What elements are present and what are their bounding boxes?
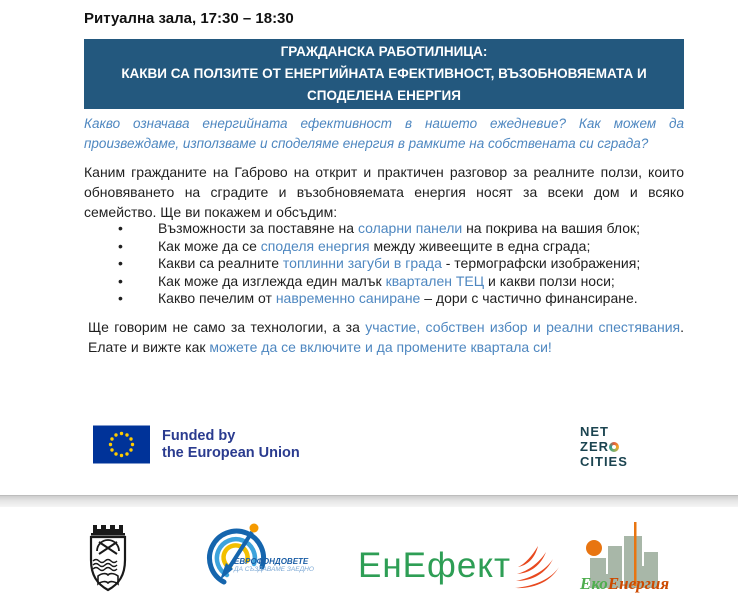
banner-line-2: КАКВИ СА ПОЛЗИТЕ ОТ ЕНЕРГИЙНАТА ЕФЕКТИВНОСТ, ВЪЗОБНОВЯЕМАТА И СПОДЕЛЕНА ЕНЕРГИЯ (121, 66, 647, 103)
list-item (118, 290, 678, 308)
banner-line-1: ГРАЖДАНСКА РАБОТИЛНИЦА: (280, 44, 488, 59)
nzc-line-1: NET (580, 424, 609, 439)
bullet-text: Възможности за поставяне на соларни панели на покрива на вашия блок; (158, 220, 641, 236)
bullet-icon (118, 220, 158, 238)
eu-funded-logo (93, 425, 300, 464)
eu-flag-icon (93, 425, 150, 464)
intro-question: Какво означава енергийната ефективност в нашето ежедневие? Как можем да произвеждаме, използваме и споделяме енергия в рамките на собствената си сграда? (84, 116, 684, 151)
eurofunds-label (234, 557, 314, 574)
bullet-icon (118, 238, 158, 256)
bullet-text: Какви са реалните топлинни загуби в града - термографски изображения; (158, 255, 641, 272)
ecoenergia-logo (578, 522, 684, 598)
bullet-icon (118, 273, 158, 291)
eu-funded-line-2: the European Union (162, 444, 300, 461)
list-item (118, 220, 678, 238)
gabrovo-coat-of-arms-icon (85, 524, 131, 597)
eneffect-fan-icon (511, 543, 559, 589)
bullet-text: Какво печелим от навременно саниране – дори с частично финансиране. (158, 290, 638, 307)
eu-funded-label (162, 428, 300, 462)
title-banner (84, 39, 684, 109)
lead-paragraph: Каним гражданите на Габрово на открит и практичен разговор за реалните ползи, които обновяването на сградите и възобновяемата енергия носят за всеки дом и всяко семейство. Ще ви покажем и обсъдим: (84, 164, 684, 220)
ecoenergia-eko-text: Еко (580, 574, 608, 593)
list-item (118, 255, 678, 273)
bullet-text: Как може да изглежда един малък квартален ТЕЦ и какви ползи носи; (158, 272, 615, 289)
topics-list (118, 220, 678, 308)
session-header: Ритуална зала, 17:30 – 18:30 (84, 10, 294, 27)
eu-funded-line-1: Funded by (162, 427, 236, 444)
eurofunds-logo (196, 520, 314, 590)
eurofunds-line-2: ДА СЪЗДАВАМЕ ЗАЕДНО (234, 566, 314, 573)
bullet-icon (118, 255, 158, 273)
page-break-divider (0, 495, 738, 507)
ecoenergia-energia-text: Енергия (607, 574, 670, 593)
eneffect-wordmark: ЕнЕфект (358, 546, 512, 585)
ecoenergia-wordmark (580, 574, 669, 594)
nzc-line-3: CITIES (580, 454, 628, 469)
closing-paragraph: Ще говорим не само за технологии, а за участие, собствен избор и реални спестявания. Елате и вижте как можете да се включите и да промените квартала си! (88, 319, 685, 355)
bullet-icon (118, 290, 158, 308)
nzc-ring-icon (609, 442, 619, 452)
eurofunds-logo-icon (196, 520, 300, 590)
list-item (118, 273, 678, 291)
netzerocities-logo (580, 424, 628, 469)
eurofunds-line-1: ЕВРОФОНДОВЕТЕ (234, 557, 309, 566)
list-item (118, 238, 678, 256)
bullet-text: Как може да се споделя енергия между живеещите в една сграда; (158, 237, 591, 254)
nzc-zer-text: ZER (580, 439, 609, 454)
nzc-line-2 (580, 439, 628, 454)
eneffect-logo (358, 543, 559, 589)
